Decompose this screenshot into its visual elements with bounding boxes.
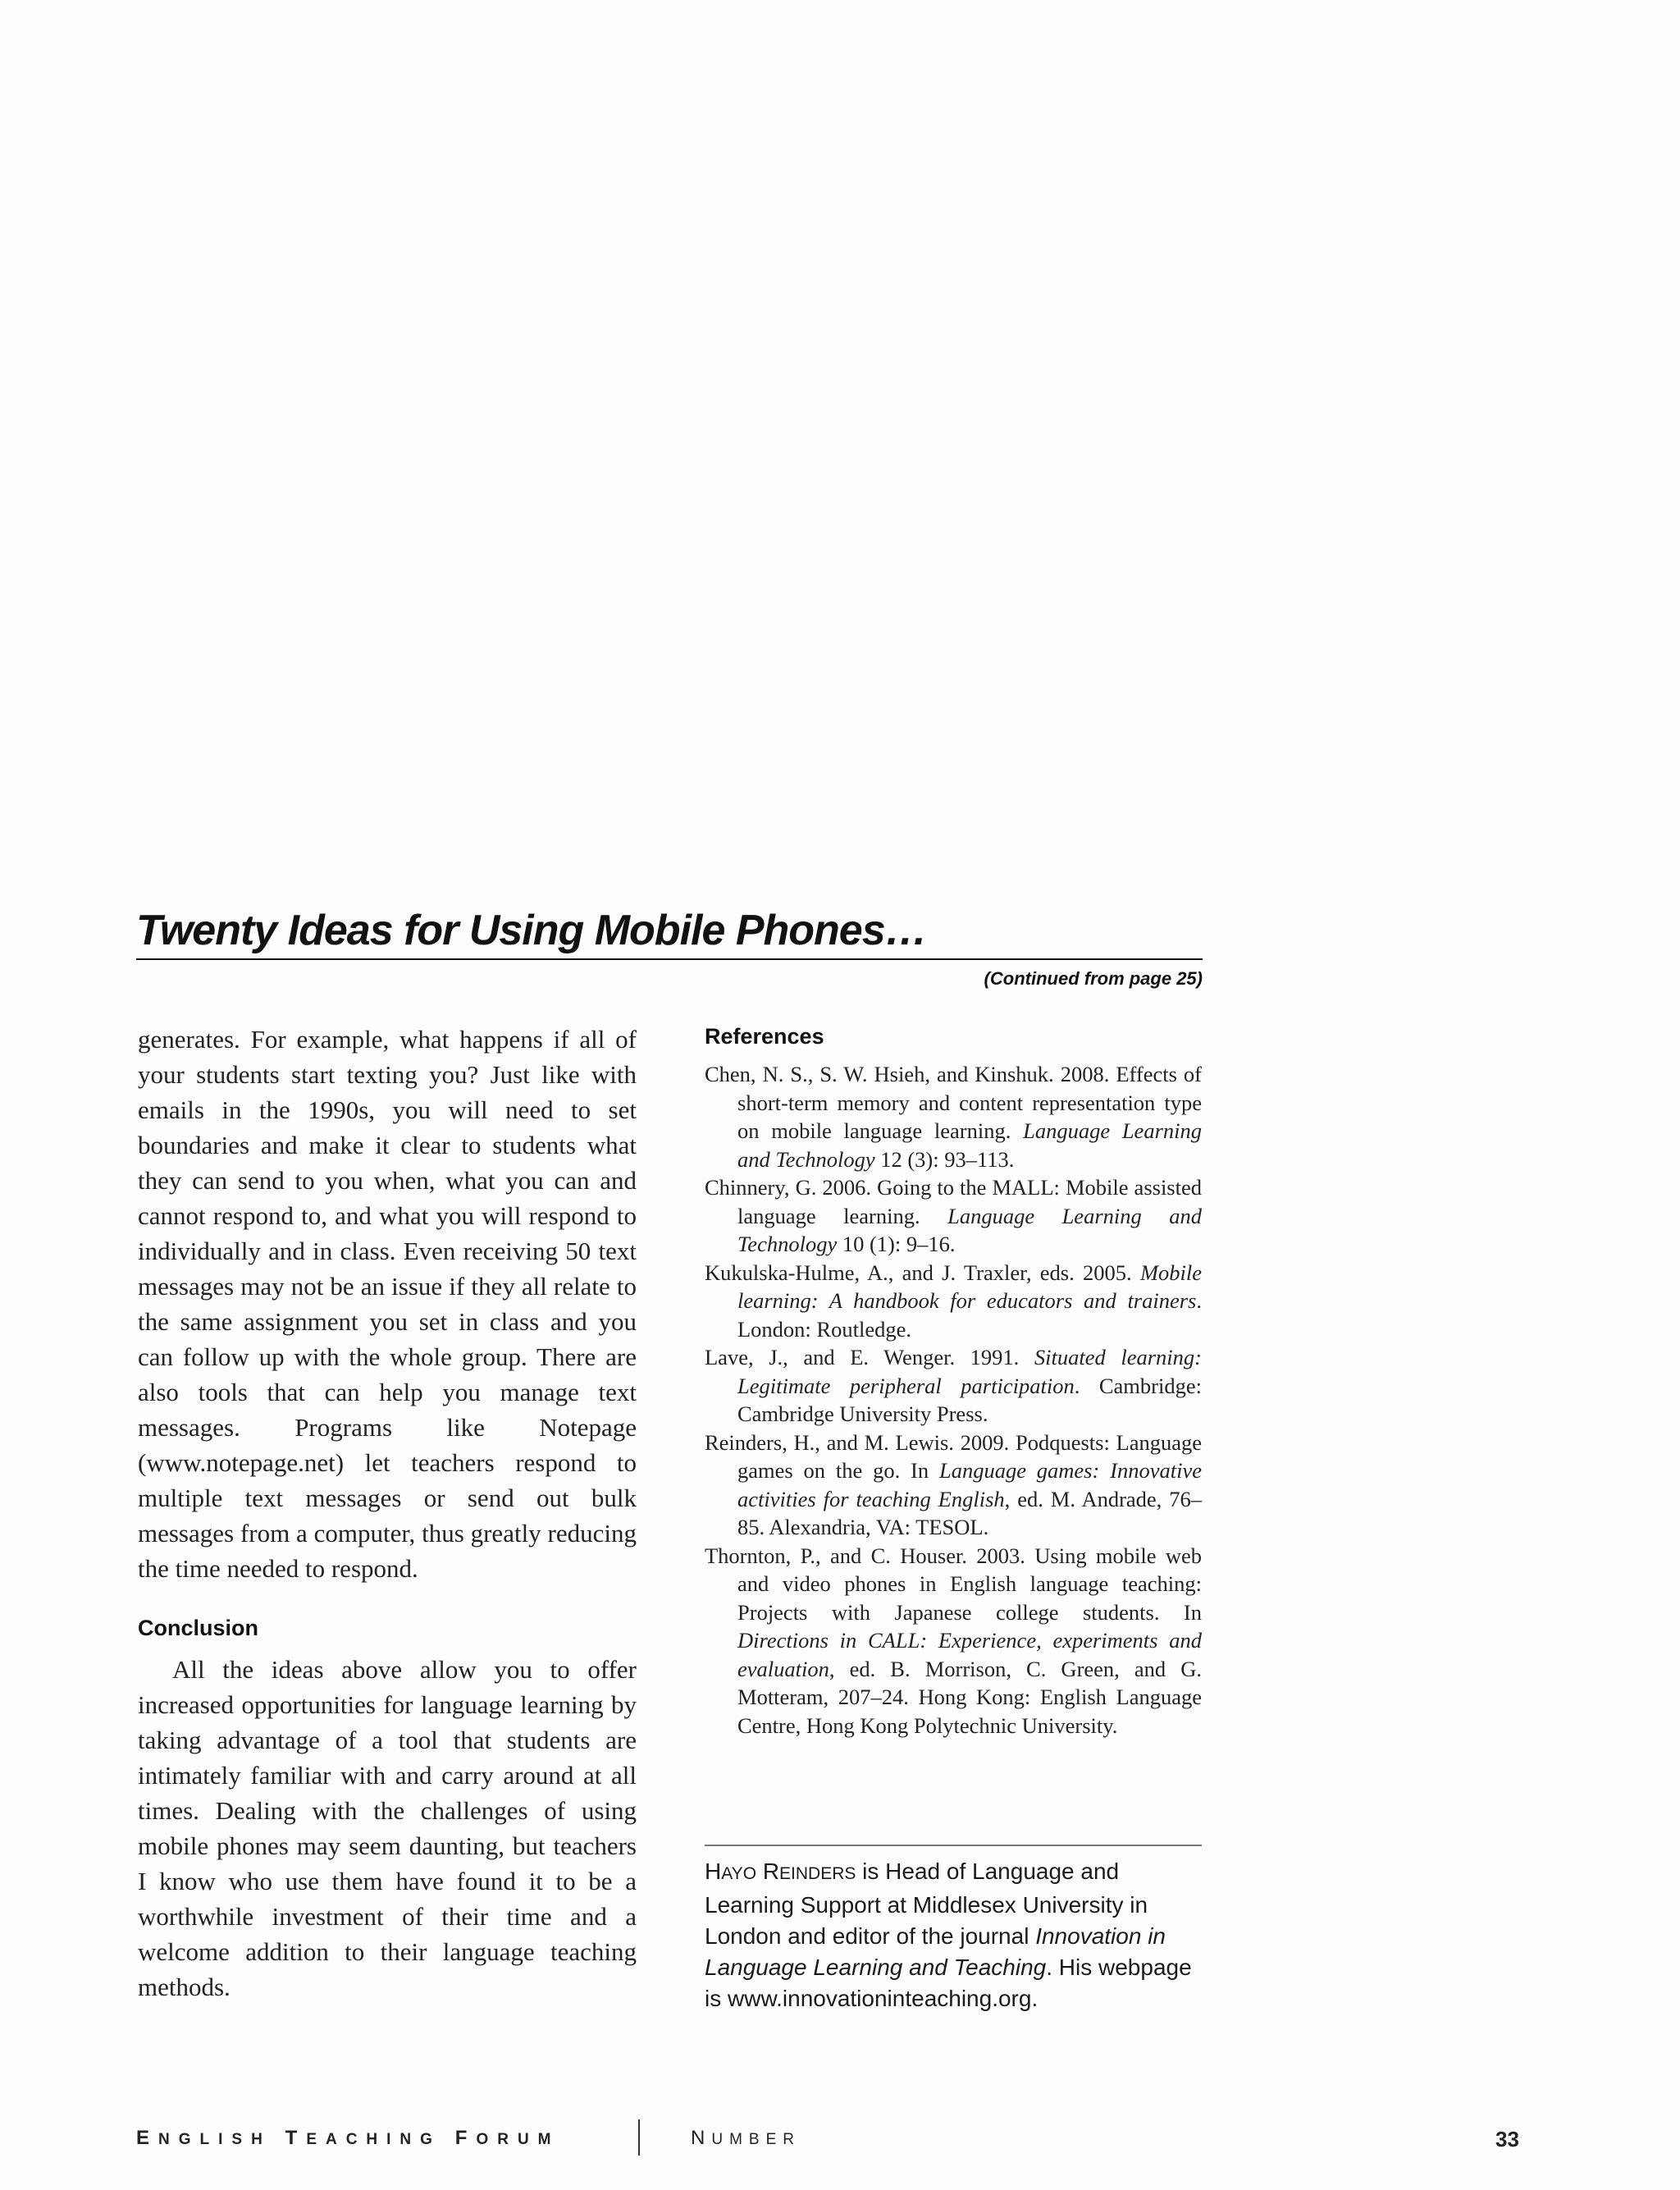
references-heading: References bbox=[705, 1024, 824, 1049]
footer-journal-name: ENGLISH TEACHING FORUM bbox=[136, 2127, 560, 2149]
page-number: 33 bbox=[1495, 2127, 1519, 2151]
footer-divider bbox=[638, 2119, 640, 2156]
reference-item: Chen, N. S., S. W. Hsieh, and Kinshuk. 2008. Effects of short-term memory and content representation type on mobile language learning. Language Learning and Technology 12 (3): 93–113. bbox=[705, 1062, 1202, 1172]
footer-number-label: NUMBER bbox=[691, 2127, 801, 2149]
author-bio: HAYO REINDERS is Head of Language and Learning Support at Middlesex University in London and editor of the journal Innovation in Language Learning and Teaching. His webpage is www.innovationinteaching.org. bbox=[705, 1859, 1192, 2011]
article-header bbox=[136, 906, 1203, 990]
conclusion-paragraph: All the ideas above allow you to offer increased opportunities for language learning by taking advantage of a tool that students are intimately familiar with and carry around at all times. Dealing with the challenges of using mobile phones may seem daunting, but teachers I know who use them have found it to be a worthwhile investment of their time and a welcome addition to their language teaching methods. bbox=[138, 1655, 637, 2001]
references-column bbox=[705, 1022, 1202, 1740]
bio-divider bbox=[705, 1845, 1202, 1846]
conclusion-heading: Conclusion bbox=[138, 1616, 258, 1640]
reference-item: Reinders, H., and M. Lewis. 2009. Podquests: Language games on the go. In Language games: Innovative activities for teaching English, ed. M. Andrade, 76–85. Alexandria, VA: TESOL. bbox=[705, 1429, 1202, 1539]
continued-note: (Continued from page 25) bbox=[984, 968, 1203, 989]
reference-item: Chinnery, G. 2006. Going to the MALL: Mobile assisted language learning. Language Learning and Technology 10 (1): 9–16. bbox=[705, 1175, 1202, 1256]
left-column bbox=[138, 1022, 637, 2005]
reference-item: Lave, J., and E. Wenger. 1991. Situated learning: Legitimate peripheral participation. Cambridge: Cambridge University Press. bbox=[705, 1345, 1202, 1426]
reference-item: Thornton, P., and C. Houser. 2003. Using mobile web and video phones in English language teaching: Projects with Japanese college students. In Directions in CALL: Experience, experiments and evaluation, ed. B. Morrison, C. Green, and G. Motteram, 207–24. Hong Kong: English Language Centre, Hong Kong Polytechnic University. bbox=[705, 1543, 1202, 1738]
body-paragraph: generates. For example, what happens if all of your students start texting you? Just like with emails in the 1990s, you will need to set boundaries and make it clear to students what they can send to you when, what you can and cannot respond to, and what you will respond to individually and in class. Even receiving 50 text messages may not be an issue if they all relate to the same assignment you set in class and you can follow up with the whole group. There are also tools that can help you manage text messages. Programs like Notepage (www.notepage.net) let teachers respond to multiple text messages or send out bulk messages from a computer, thus greatly reducing the time needed to respond. bbox=[138, 1025, 637, 1583]
reference-item: Kukulska-Hulme, A., and J. Traxler, eds. 2005. Mobile learning: A handbook for educators and trainers. London: Routledge. bbox=[705, 1260, 1202, 1342]
article-title: Twenty Ideas for Using Mobile Phones… bbox=[136, 906, 1203, 960]
